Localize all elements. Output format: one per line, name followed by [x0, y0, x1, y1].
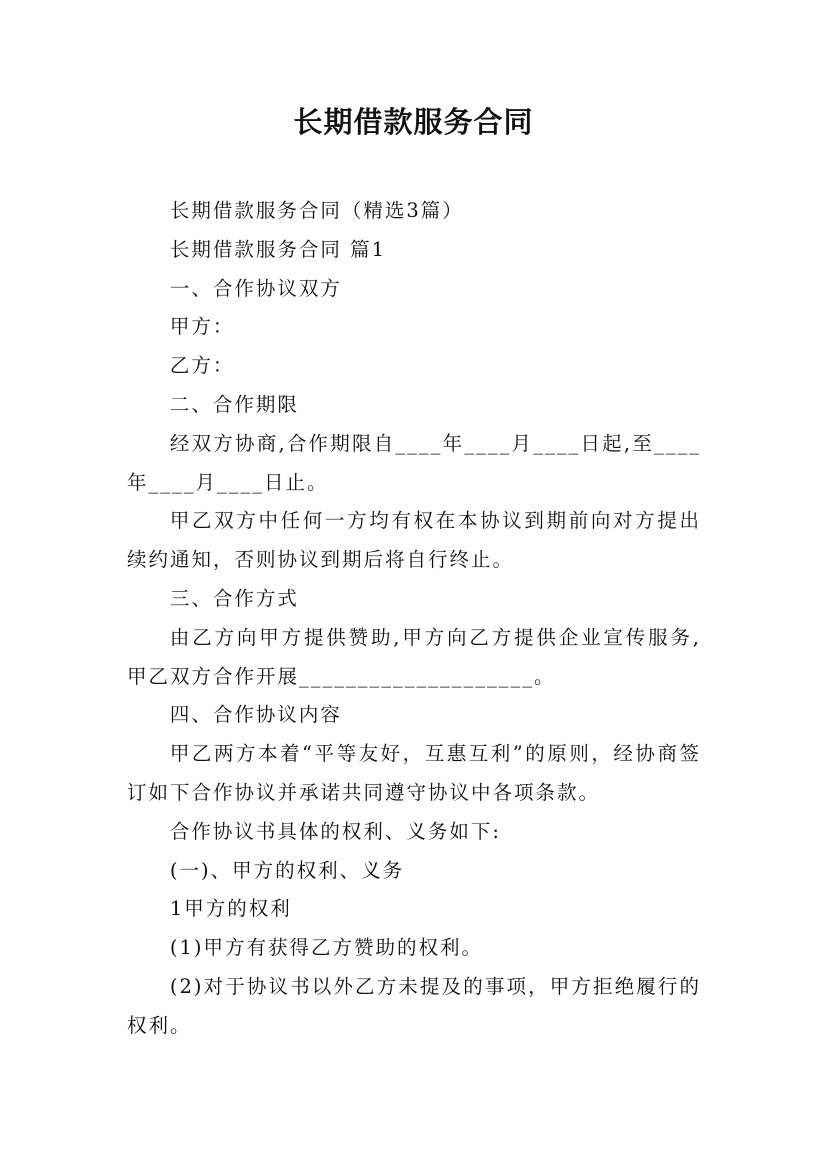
party-a-line: 甲方：: [169, 315, 235, 339]
paragraph-rights-intro: 合作协议书具体的权利、义务如下:: [169, 819, 501, 843]
document-title: 长期借款服务合同: [293, 105, 534, 139]
paragraph-subtitle: 长期借款服务合同（精选3篇）: [169, 199, 464, 222]
paragraph-principle: 甲乙两方本着“平等友好，互惠互利”的原则，经协商签订如下合作协议并承诺共同遵守协议中各项条款。: [127, 742, 701, 804]
paragraph-article-heading: 长期借款服务合同 篇1: [169, 237, 386, 261]
section-heading-content: 四、合作协议内容: [169, 703, 342, 727]
paragraph-method: 由乙方向甲方提供赞助,甲方向乙方提供企业宣传服务,甲乙双方合作开展____________________。: [127, 625, 701, 688]
subsection-heading-party-a: (一)、甲方的权利、义务: [169, 858, 405, 882]
paragraph-renewal: 甲乙双方中任何一方均有权在本协议到期前向对方提出续约通知，否则协议到期后将自行终止。: [127, 509, 701, 572]
paragraph-term-dates: 经双方协商,合作期限自____年____月____日起,至____年____月____日止。: [127, 431, 701, 494]
section-heading-method: 三、合作方式: [169, 586, 299, 610]
party-b-line: 乙方：: [169, 354, 235, 378]
item-heading-party-a-rights: 1甲方的权利: [169, 897, 292, 921]
list-item-right-1: (1)甲方有获得乙方赞助的权利。: [169, 936, 484, 960]
list-item-right-2: (2)对于协议书以外乙方未提及的事项，甲方拒绝履行的权利。: [127, 974, 701, 1037]
document-body: [127, 192, 701, 1046]
section-heading-term: 二、合作期限: [169, 392, 299, 416]
section-heading-parties: 一、合作协议双方: [169, 276, 342, 300]
